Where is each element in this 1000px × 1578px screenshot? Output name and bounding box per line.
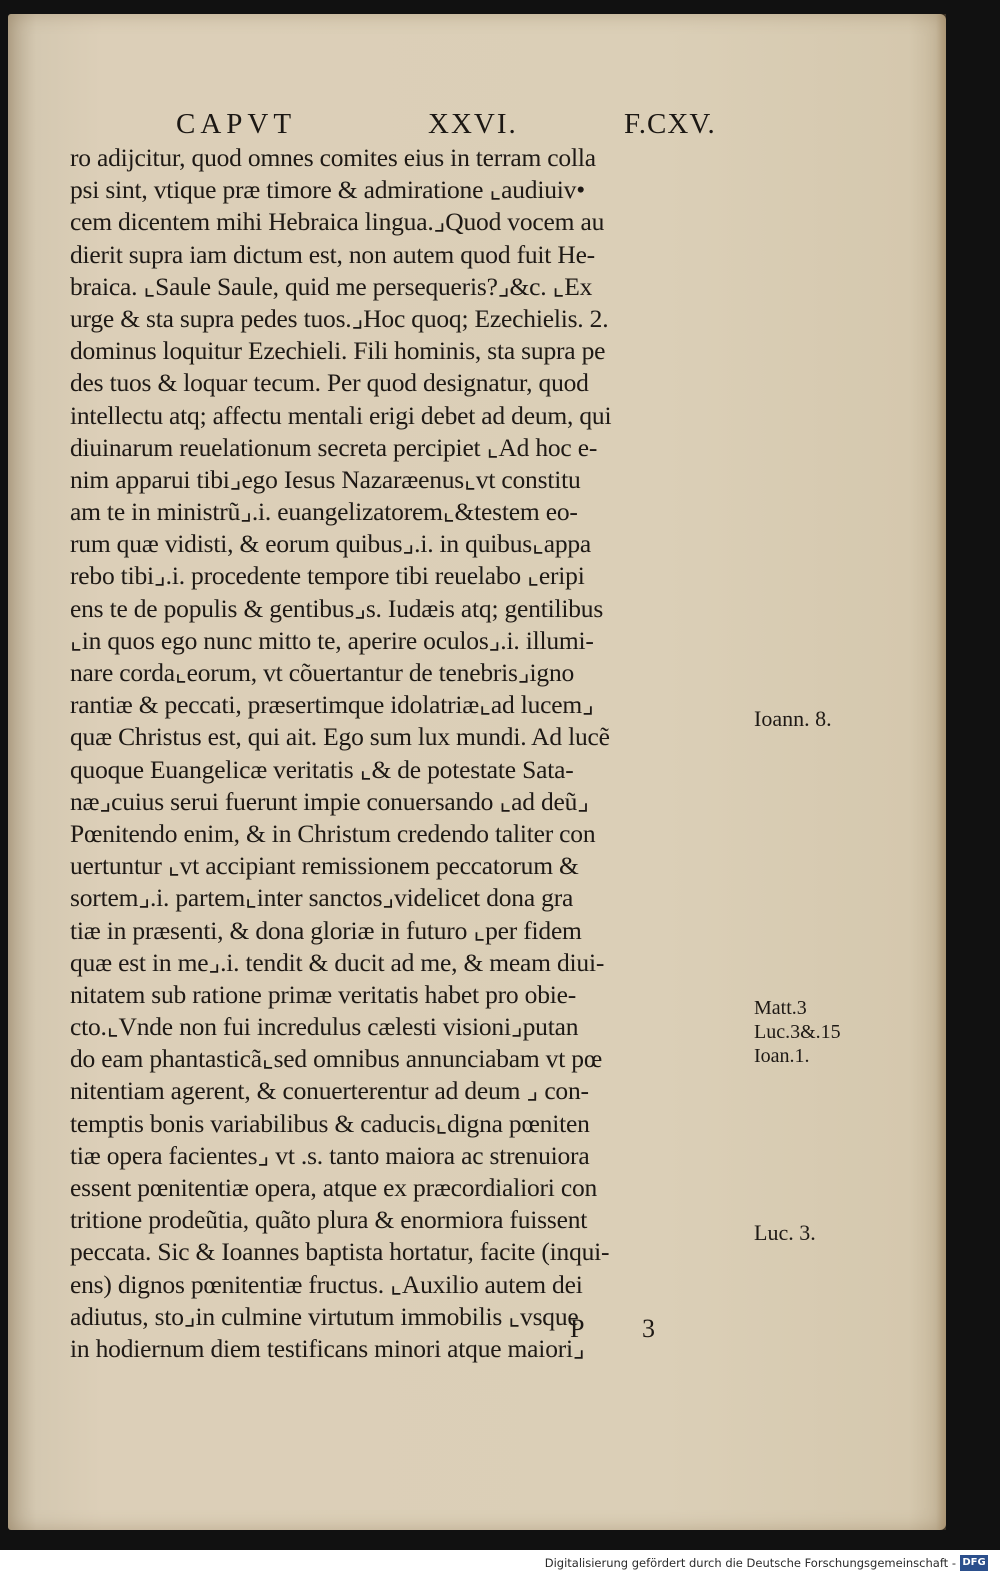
text-line: adiutus, sto⌟in culmine virtutum immobilis ⌞vsque	[70, 1301, 579, 1331]
text-line: tiæ in præsenti, & dona gloriæ in futuro ⌞per fidem	[70, 915, 582, 945]
text-line: quæ est in me⌟.i. tendit & ducit ad me, & meam diui-	[70, 947, 605, 977]
margin-note-matt	[754, 996, 841, 1068]
text-line: am te in ministrũ⌟.i. euangelizatorem⌞&testem eo-	[70, 497, 578, 527]
text-line: des tuos & loquar tecum. Per quod designatur, quod	[70, 368, 589, 398]
text-line: urge & sta supra pedes tuos.⌟Hoc quoq; Ezechielis. 2.	[70, 303, 609, 333]
text-line: dominus loquitur Ezechieli. Fili hominis, sta supra pe	[70, 336, 606, 366]
text-line: tiæ opera facientes⌟ vt .s. tanto maiora ac strenuiora	[70, 1140, 590, 1170]
running-head-folio: F.CXV.	[624, 108, 716, 140]
text-line: peccata. Sic & Ioannes baptista hortatur, facite (inqui-	[70, 1237, 610, 1267]
margin-note-joann: Ioann. 8.	[754, 706, 832, 731]
text-line: do eam phantasticã⌞sed omnibus annunciabam vt pœ	[70, 1044, 603, 1074]
text-line: nare corda⌞eorum, vt cõuertantur de tenebris⌟igno	[70, 658, 575, 687]
margin-note-line: Matt.3	[754, 997, 807, 1019]
text-line: cem dicentem mihi Hebraica lingua.⌟Quod vocem au	[70, 207, 605, 237]
text-line: temptis bonis variabilibus & caducis⌞digna pœniten	[70, 1108, 590, 1138]
text-line: braica. ⌞Saule Saule, quid me persequeris?⌟&c. ⌞Ex	[70, 271, 593, 301]
text-line: ens te de populis & gentibus⌟s. Iudæis atq; gentilibus	[70, 593, 604, 623]
text-line: nitentiam agerent, & conuerterentur ad deum ⌟ con-	[70, 1076, 589, 1106]
running-head-chapter: XXVI.	[428, 108, 518, 140]
text-line: cto.⌞Vnde non fui incredulus cælesti visioni⌟putan	[70, 1012, 579, 1042]
text-line: sortem⌟.i. partem⌞inter sanctos⌟videlicet dona gra	[70, 883, 574, 913]
text-line: ro adijcitur, quod omnes comites eius in terram colla	[70, 143, 596, 172]
signature-mark: P 3	[570, 1314, 681, 1343]
text-line: rantiæ & peccati, præsertimque idolatriæ⌞ad lucem⌟	[70, 690, 594, 720]
text-line: in hodiernum diem testificans minori atque maiori⌟	[70, 1333, 585, 1363]
text-line: ⌞in quos ego nunc mitto te, aperire oculos⌟.i. illumi-	[70, 625, 594, 655]
text-line: tritione prodeũtia, quãto plura & enormiora fuissent	[70, 1205, 588, 1235]
text-line: diuinarum reuelationum secreta percipiet ⌞Ad hoc e-	[70, 432, 598, 462]
margin-note-luc: Luc. 3.	[754, 1220, 816, 1245]
text-line: intellectu atq; affectu mentali erigi debet ad deum, qui	[70, 400, 612, 430]
text-line: essent pœnitentiæ opera, atque ex præcordialiori con	[70, 1173, 598, 1202]
text-line: Pœnitendo enim, & in Christum credendo taliter con	[70, 818, 596, 848]
footer-bar	[0, 1550, 1000, 1578]
margin-note-line: Luc.3&.15	[754, 1021, 841, 1043]
footer-credit: Digitalisierung gefördert durch die Deutsche Forschungsgemeinschaft -	[544, 1556, 956, 1570]
text-line: rum quæ vidisti, & eorum quibus⌟.i. in quibus⌞appa	[70, 529, 592, 559]
text-line: ens) dignos pœnitentiæ fructus. ⌞Auxilio autem dei	[70, 1269, 583, 1299]
text-line: rebo tibi⌟.i. procedente tempore tibi reuelabo ⌞eripi	[70, 561, 585, 591]
text-line: quæ Christus est, qui ait. Ego sum lux mundi. Ad lucẽ	[70, 722, 610, 752]
dfg-logo: DFG	[960, 1555, 988, 1571]
text-line: næ⌟cuius serui fuerunt impie conuersando ⌞ad deũ⌟	[70, 786, 589, 816]
text-line: psi sint, vtique præ timore & admiratione ⌞audiuiv•	[70, 175, 585, 205]
main-text-block	[70, 142, 748, 1365]
text-line: uertuntur ⌞vt accipiant remissionem peccatorum &	[70, 851, 579, 881]
text-line: nitatem sub ratione primæ veritatis habet pro obie-	[70, 979, 577, 1009]
running-head-caput: CAPVT	[176, 108, 297, 140]
margin-note-line: Ioan.1.	[754, 1045, 810, 1067]
text-line: quoque Euangelicæ veritatis ⌞& de potestate Sata-	[70, 754, 574, 784]
text-line: dierit supra iam dictum est, non autem quod fuit He-	[70, 239, 595, 269]
text-line: nim apparui tibi⌟ego Iesus Nazaræenus⌞vt constitu	[70, 464, 581, 494]
book-page	[8, 14, 946, 1530]
